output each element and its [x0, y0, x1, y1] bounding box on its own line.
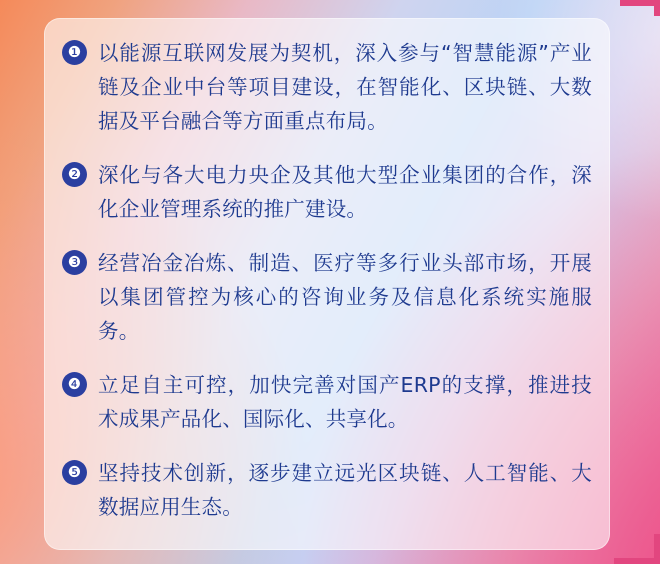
- numbered-list: [62, 36, 592, 540]
- content-card: [44, 18, 610, 550]
- list-item: [62, 36, 592, 138]
- list-item: [62, 246, 592, 348]
- list-item-text-1: 以能源互联网发展为契机，深入参与“智慧能源”产业链及企业中台等项目建设，在智能化、区块链、大数据及平台融合等方面重点布局。: [98, 41, 592, 133]
- list-item-text-3: 经营冶金冶炼、制造、医疗等多行业头部市场，开展以集团管控为核心的咨询业务及信息化系统实施服务。: [98, 251, 592, 343]
- list-item-number-3: ❸: [62, 250, 87, 275]
- list-item-text-4: 立足自主可控，加快完善对国产ERP的支撑，推进技术成果产品化、国际化、共享化。: [98, 373, 592, 431]
- list-item: [62, 158, 592, 226]
- list-item-number-5: ❺: [62, 460, 87, 485]
- list-item-text-2: 深化与各大电力央企及其他大型企业集团的合作，深化企业管理系统的推广建设。: [98, 163, 592, 221]
- list-item-text-5: 坚持技术创新，逐步建立远光区块链、人工智能、大数据应用生态。: [98, 461, 592, 519]
- list-item-number-1: ❶: [62, 40, 87, 65]
- list-item: [62, 456, 592, 524]
- list-item-number-2: ❷: [62, 162, 87, 187]
- corner-accent-bottom-right-vertical: [654, 534, 660, 564]
- list-item: [62, 368, 592, 436]
- list-item-number-4: ❹: [62, 372, 87, 397]
- corner-accent-top-right-vertical: [654, 0, 660, 16]
